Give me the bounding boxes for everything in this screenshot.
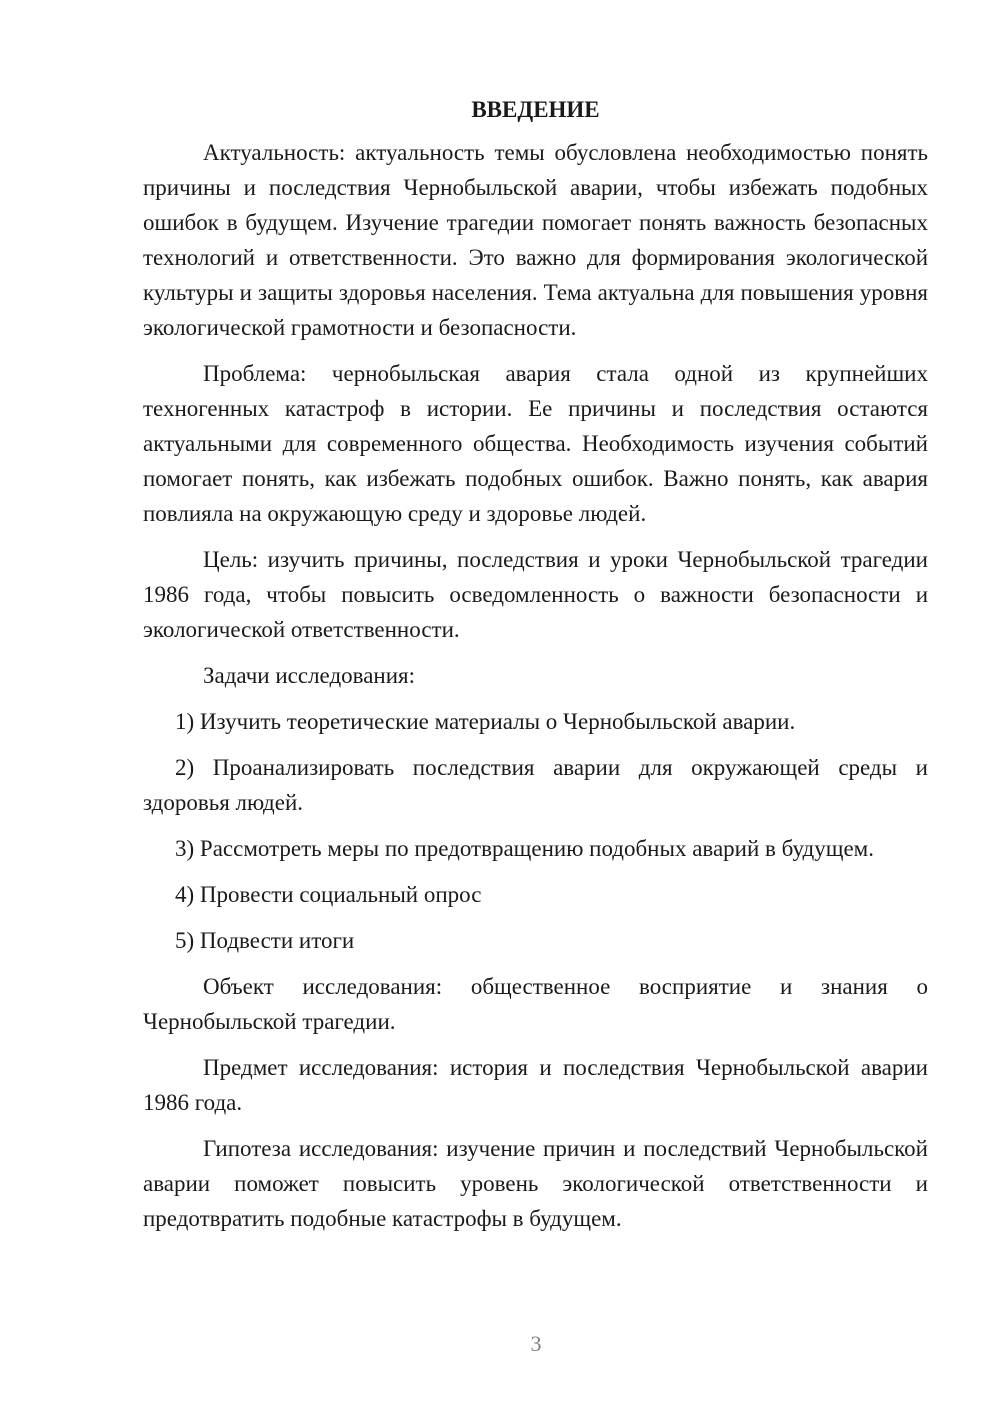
task-item-4: 4) Провести социальный опрос [175, 882, 482, 907]
task-item-2: 2) Проанализировать последствия аварии для окружающей среды и здоровья людей. [143, 755, 928, 815]
paragraph-relevance: Актуальность: актуальность темы обусловлена необходимостью понять причины и последствия Чернобыльской аварии, чтобы избежать подобных ошибок в будущем. Изучение трагедии помогает понять важность безопасных технологий и ответственности. Это важно для формирования экологической культуры и защиты здоровья населения. Тема актуальна для повышения уровня экологической грамотности и безопасности. [143, 140, 928, 340]
page-number: 3 [530, 1331, 542, 1356]
paragraph-hypothesis: Гипотеза исследования: изучение причин и последствий Чернобыльской аварии поможет повысить уровень экологической ответственности и предотвратить подобные катастрофы в будущем. [143, 1136, 928, 1231]
task-item-1: 1) Изучить теоретические материалы о Чернобыльской аварии. [175, 709, 796, 734]
page-title: ВВЕДЕНИЕ [471, 97, 600, 122]
paragraph-problem: Проблема: чернобыльская авария стала одной из крупнейших техногенных катастроф в истории. Ее причины и последствия остаются актуальными для современного общества. Необходимость изучения событий помогает понять, как избежать подобных ошибок. Важно понять, как авария повлияла на окружающую среду и здоровье людей. [143, 361, 928, 526]
task-item-5: 5) Подвести итоги [175, 928, 355, 953]
document-page [143, 92, 928, 1247]
paragraph-subject: Предмет исследования: история и последствия Чернобыльской аварии 1986 года. [143, 1055, 928, 1115]
paragraph-goal: Цель: изучить причины, последствия и уроки Чернобыльской трагедии 1986 года, чтобы повысить осведомленность о важности безопасности и экологической ответственности. [143, 547, 928, 642]
paragraph-object: Объект исследования: общественное восприятие и знания о Чернобыльской трагедии. [143, 974, 928, 1034]
task-item-3: 3) Рассмотреть меры по предотвращению подобных аварий в будущем. [175, 836, 874, 861]
paragraph-tasks-intro: Задачи исследования: [203, 663, 416, 688]
